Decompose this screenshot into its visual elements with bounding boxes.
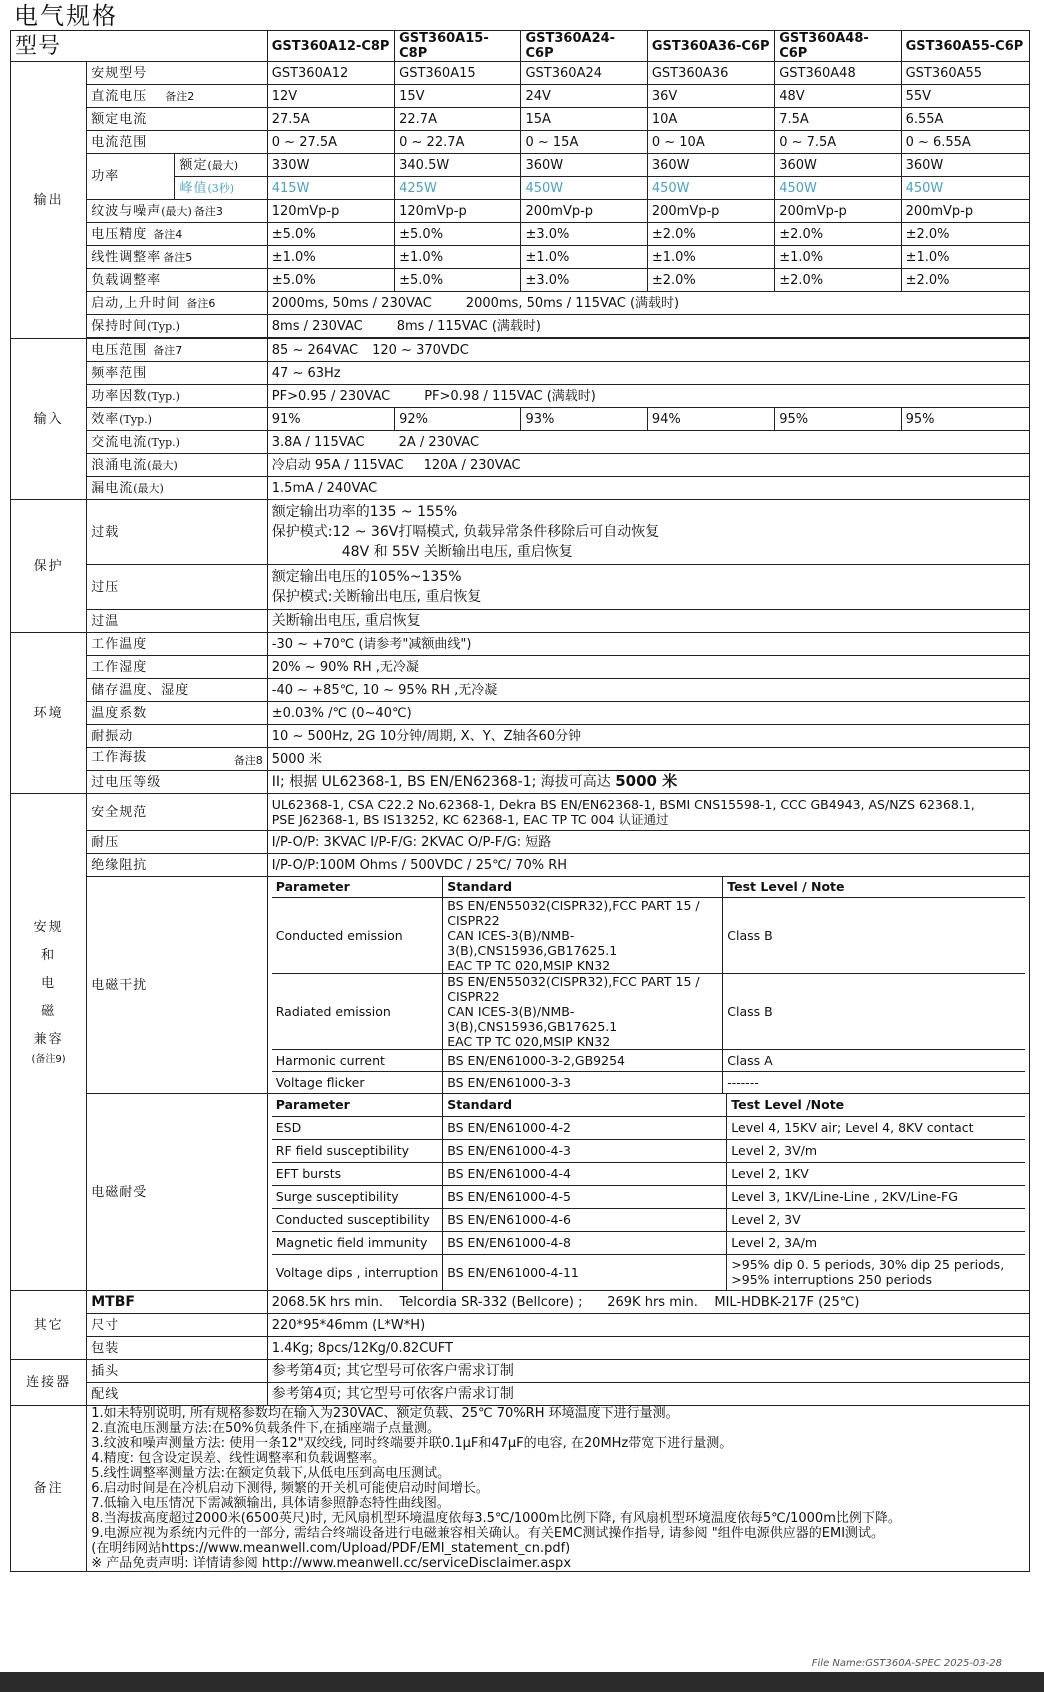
section-environment: 环境	[11, 633, 87, 794]
value-cell: 15V	[395, 85, 521, 108]
dim-value: 220*95*46mm (L*W*H)	[267, 1314, 1029, 1337]
value-cell: 91%	[267, 408, 394, 431]
safety-model-row	[11, 62, 1030, 85]
ripple-label: 纹波与噪声(最大) 备注3	[87, 200, 268, 223]
value-cell: 0 ~ 6.55A	[901, 131, 1029, 154]
value-cell: GST360A48	[775, 62, 901, 85]
ot-row	[11, 610, 1030, 633]
safety-std-value: UL62368-1, CSA C22.2 No.62368-1, Dekra BS EN/EN62368-1, BSMI CNS15598-1, CCC GB4943, AS/NZS 62368.1, PSE J62368-1, BS IS13252, KC 62368-1, EAC TP TC 004 认证通过	[267, 794, 1029, 831]
emi-param: Harmonic current	[272, 1049, 443, 1071]
ems-row-item	[272, 1208, 1025, 1231]
value-cell: ±2.0%	[775, 269, 901, 292]
ems-table-cell	[267, 1094, 1029, 1291]
value-cell: ±2.0%	[775, 223, 901, 246]
section-protection: 保护	[11, 500, 87, 633]
storage-label: 储存温度、湿度	[87, 679, 268, 702]
withstand-value: I/P-O/P: 3KVAC I/P-F/G: 2KVAC O/P-F/G: 短路	[267, 831, 1029, 854]
emi-param: Radiated emission	[272, 973, 443, 1049]
ems-row-item	[272, 1162, 1025, 1185]
ems-standard: BS EN/EN61000-4-4	[443, 1162, 727, 1185]
ac-current-row	[11, 431, 1030, 454]
ems-param: Voltage dips , interruption	[272, 1254, 443, 1290]
note-line: 5.线性调整率测量方法:在额定负载下,从低电压到高电压测试。	[91, 1466, 451, 1481]
hold-label: 保持时间(Typ.)	[87, 315, 268, 338]
ripple-row	[11, 200, 1030, 223]
dc-voltage-label: 直流电压 备注2	[87, 85, 268, 108]
ems-header-row	[272, 1094, 1025, 1116]
value-cell: 7.5A	[775, 108, 901, 131]
ems-standard: BS EN/EN61000-4-2	[443, 1116, 727, 1139]
model-cell: GST360A36-C6P	[647, 31, 774, 62]
wire-row	[11, 1383, 1030, 1406]
value-cell: ±5.0%	[267, 223, 394, 246]
value-cell: 425W	[395, 177, 521, 200]
value-cell: ±1.0%	[775, 246, 901, 269]
value-cell: 15A	[521, 108, 647, 131]
overload-row	[11, 500, 1030, 565]
setup-row	[11, 292, 1030, 315]
setup-value: 2000ms, 50ms / 230VAC 2000ms, 50ms / 115VAC (满载时)	[267, 292, 1029, 315]
emi-header: Test Level / Note	[723, 877, 1025, 897]
ems-level: >95% dip 0. 5 periods, 30% dip 25 periods, >95% interruptions 250 periods	[727, 1254, 1025, 1290]
value-cell: 200mVp-p	[521, 200, 647, 223]
value-cell: 340.5W	[395, 154, 521, 177]
emi-row-item	[272, 897, 1025, 973]
setup-label: 启动,上升时间 备注6	[87, 292, 268, 315]
vib-row	[11, 725, 1030, 748]
mtbf-value: 2068.5K hrs min. Telcordia SR-332 (Bellcore) ; 269K hrs min. MIL-HDBK-217F (25℃)	[267, 1291, 1029, 1314]
section-input: 输入	[11, 339, 87, 500]
vib-value: 10 ~ 500Hz, 2G 10分钟/周期, X、Y、Z轴各60分钟	[267, 725, 1029, 748]
value-cell: ±1.0%	[521, 246, 647, 269]
load-reg-label: 负载调整率	[87, 269, 268, 292]
file-name: File Name:GST360A-SPEC 2025-03-28	[811, 1658, 1002, 1669]
value-cell: 360W	[901, 154, 1029, 177]
ov-row	[11, 565, 1030, 610]
input-voltage-row	[11, 339, 1030, 362]
value-cell: GST360A12	[267, 62, 394, 85]
efficiency-label: 效率(Typ.)	[87, 408, 268, 431]
storage-value: -40 ~ +85℃, 10 ~ 95% RH ,无冷凝	[267, 679, 1029, 702]
note-line: 3.纹波和噪声测量方法: 使用一条12"双绞线, 同时终端要并联0.1μF和47μF的电容, 在20MHz带宽下进行量测。	[91, 1436, 733, 1451]
spec-table	[10, 30, 1030, 1572]
model-cell: GST360A15-C8P	[395, 31, 521, 62]
temp-value: -30 ~ +70℃ (请参考"减额曲线")	[267, 633, 1029, 656]
model-label: 型号	[11, 31, 268, 62]
value-cell: ±1.0%	[267, 246, 394, 269]
wire-label: 配线	[87, 1383, 268, 1406]
leak-row	[11, 477, 1030, 500]
ovc-label: 过电压等级	[87, 771, 268, 794]
leak-value: 1.5mA / 240VAC	[267, 477, 1029, 500]
value-cell: ±3.0%	[521, 223, 647, 246]
emi-standard: BS EN/EN61000-3-3	[443, 1071, 723, 1093]
model-row	[11, 31, 1030, 62]
ems-standard: BS EN/EN61000-4-11	[443, 1254, 727, 1290]
value-cell: GST360A36	[647, 62, 774, 85]
value-cell: 0 ~ 7.5A	[775, 131, 901, 154]
emi-level: Class B	[723, 897, 1025, 973]
inrush-value: 冷启动 95A / 115VAC 120A / 230VAC	[267, 454, 1029, 477]
value-cell: 55V	[901, 85, 1029, 108]
ac-current-label: 交流电流(Typ.)	[87, 431, 268, 454]
value-cell: GST360A55	[901, 62, 1029, 85]
plug-value: 参考第4页; 其它型号可依客户需求订制	[267, 1360, 1029, 1383]
humid-row	[11, 656, 1030, 679]
freq-value: 47 ~ 63Hz	[267, 362, 1029, 385]
pf-value: PF>0.95 / 230VAC PF>0.98 / 115VAC (满载时)	[267, 385, 1029, 408]
emi-header-row	[272, 877, 1025, 897]
freq-label: 频率范围	[87, 362, 268, 385]
ems-level: Level 4, 15KV air; Level 4, 8KV contact	[727, 1116, 1025, 1139]
section-safety: 安规 和 电 磁 兼容 (备注9)	[11, 794, 87, 1291]
note-line: 4.精度: 包含设定误差、线性调整率和负载调整率。	[91, 1451, 386, 1466]
ems-param: Conducted susceptibility	[272, 1208, 443, 1231]
notes-list	[87, 1406, 1030, 1572]
value-cell: 0 ~ 15A	[521, 131, 647, 154]
ems-row	[11, 1094, 1030, 1291]
ems-row-item	[272, 1116, 1025, 1139]
emi-param: Voltage flicker	[272, 1071, 443, 1093]
value-cell: 27.5A	[267, 108, 394, 131]
ems-row-item	[272, 1139, 1025, 1162]
alt-row	[11, 748, 1030, 771]
emi-level: Class A	[723, 1049, 1025, 1071]
emi-label: 电磁干扰	[87, 877, 268, 1094]
ems-level: Level 2, 1KV	[727, 1162, 1025, 1185]
iso-label: 绝缘阻抗	[87, 854, 268, 877]
value-cell: 200mVp-p	[647, 200, 774, 223]
ems-param: Surge susceptibility	[272, 1185, 443, 1208]
line-reg-row	[11, 246, 1030, 269]
ems-param: ESD	[272, 1116, 443, 1139]
note-line: 7.低输入电压情况下需减额输出, 具体请参照静态特性曲线图。	[91, 1496, 450, 1511]
iso-value: I/P-O/P:100M Ohms / 500VDC / 25℃/ 70% RH	[267, 854, 1029, 877]
rated-power-label: 额定(最大)	[175, 154, 267, 177]
emi-row-item	[272, 973, 1025, 1049]
model-cell: GST360A12-C8P	[267, 31, 394, 62]
section-others: 其它	[11, 1291, 87, 1360]
ov-value: 额定输出电压的105%~135% 保护模式:关断输出电压, 重启恢复	[267, 565, 1029, 610]
ems-row-item	[272, 1231, 1025, 1254]
ems-label: 电磁耐受	[87, 1094, 268, 1291]
emi-header: Standard	[443, 877, 723, 897]
value-cell: 450W	[901, 177, 1029, 200]
emi-row	[11, 877, 1030, 1094]
rated-current-row	[11, 108, 1030, 131]
vib-label: 耐振动	[87, 725, 268, 748]
ems-header: Parameter	[272, 1094, 443, 1116]
footer-bar	[0, 1672, 1044, 1692]
value-cell: GST360A24	[521, 62, 647, 85]
ot-value: 关断输出电压, 重启恢复	[267, 610, 1029, 633]
inrush-label: 浪涌电流(最大)	[87, 454, 268, 477]
dim-label: 尺寸	[87, 1314, 268, 1337]
value-cell: 0 ~ 10A	[647, 131, 774, 154]
voltage-tol-label: 电压精度 备注4	[87, 223, 268, 246]
ems-level: Level 2, 3V	[727, 1208, 1025, 1231]
value-cell: 95%	[901, 408, 1029, 431]
emi-table	[272, 877, 1025, 1093]
tempco-label: 温度系数	[87, 702, 268, 725]
value-cell: 0 ~ 27.5A	[267, 131, 394, 154]
pf-row	[11, 385, 1030, 408]
humid-value: 20% ~ 90% RH ,无冷凝	[267, 656, 1029, 679]
overload-label: 过载	[87, 500, 268, 565]
emi-standard: BS EN/EN55032(CISPR32),FCC PART 15 / CISPR22 CAN ICES-3(B)/NMB-3(B),CNS15936,GB17625.1 EAC TP TC 020,MSIP KN32	[443, 897, 723, 973]
value-cell: 95%	[775, 408, 901, 431]
value-cell: 450W	[647, 177, 774, 200]
alt-value: 5000 米	[267, 748, 1029, 771]
value-cell: ±2.0%	[647, 269, 774, 292]
value-cell: ±5.0%	[395, 269, 521, 292]
plug-row	[11, 1360, 1030, 1383]
value-cell: ±5.0%	[267, 269, 394, 292]
rated-power-row	[11, 154, 1030, 177]
value-cell: ±1.0%	[395, 246, 521, 269]
voltage-range-value: 85 ~ 264VAC 120 ~ 370VDC	[267, 339, 1029, 362]
notes-row	[11, 1406, 1030, 1572]
ems-standard: BS EN/EN61000-4-6	[443, 1208, 727, 1231]
value-cell: 48V	[775, 85, 901, 108]
withstand-label: 耐压	[87, 831, 268, 854]
ems-param: RF field susceptibility	[272, 1139, 443, 1162]
value-cell: 360W	[775, 154, 901, 177]
note-line: 1.如未特别说明, 所有规格参数均在输入为230VAC、额定负载、25℃ 70%RH 环境温度下进行量测。	[91, 1406, 679, 1421]
ems-standard: BS EN/EN61000-4-8	[443, 1231, 727, 1254]
ems-row-item	[272, 1254, 1025, 1290]
inrush-row	[11, 454, 1030, 477]
value-cell: ±2.0%	[901, 223, 1029, 246]
emi-row-item	[272, 1049, 1025, 1071]
overload-value: 额定输出功率的135 ~ 155% 保护模式:12 ~ 36V打嗝模式, 负载异常条件移除后可自动恢复 48V 和 55V 关断输出电压, 重启恢复	[267, 500, 1029, 565]
emi-level: Class B	[723, 973, 1025, 1049]
value-cell: 450W	[775, 177, 901, 200]
efficiency-row	[11, 408, 1030, 431]
value-cell: 360W	[647, 154, 774, 177]
value-cell: 10A	[647, 108, 774, 131]
freq-row	[11, 362, 1030, 385]
value-cell: 200mVp-p	[901, 200, 1029, 223]
emi-standard: BS EN/EN55032(CISPR32),FCC PART 15 / CISPR22 CAN ICES-3(B)/NMB-3(B),CNS15936,GB17625.1 EAC TP TC 020,MSIP KN32	[443, 973, 723, 1049]
current-range-label: 电流范围	[87, 131, 268, 154]
emi-standard: BS EN/EN61000-3-2,GB9254	[443, 1049, 723, 1071]
load-reg-row	[11, 269, 1030, 292]
dim-row	[11, 1314, 1030, 1337]
alt-label: 工作海拔 备注8	[87, 748, 268, 771]
mtbf-row	[11, 1291, 1030, 1314]
value-cell: 120mVp-p	[267, 200, 394, 223]
value-cell: 120mVp-p	[395, 200, 521, 223]
line-reg-label: 线性调整率 备注5	[87, 246, 268, 269]
value-cell: 6.55A	[901, 108, 1029, 131]
value-cell: 450W	[521, 177, 647, 200]
ems-level: Level 2, 3A/m	[727, 1231, 1025, 1254]
value-cell: GST360A15	[395, 62, 521, 85]
hold-value: 8ms / 230VAC 8ms / 115VAC (满载时)	[267, 315, 1029, 338]
value-cell: 94%	[647, 408, 774, 431]
ac-current-value: 3.8A / 115VAC 2A / 230VAC	[267, 431, 1029, 454]
power-label: 功率	[87, 154, 175, 200]
value-cell: 415W	[267, 177, 394, 200]
ems-level: Level 3, 1KV/Line-Line , 2KV/Line-FG	[727, 1185, 1025, 1208]
humid-label: 工作湿度	[87, 656, 268, 679]
value-cell: ±1.0%	[901, 246, 1029, 269]
ems-standard: BS EN/EN61000-4-5	[443, 1185, 727, 1208]
pack-value: 1.4Kg; 8pcs/12Kg/0.82CUFT	[267, 1337, 1029, 1360]
storage-row	[11, 679, 1030, 702]
pack-label: 包装	[87, 1337, 268, 1360]
wire-value: 参考第4页; 其它型号可依客户需求订制	[267, 1383, 1029, 1406]
safety-std-row	[11, 794, 1030, 831]
value-cell: 36V	[647, 85, 774, 108]
note-line: 9.电源应视为系统内元件的一部分, 需结合终端设备进行电磁兼容相关确认。有关EMC测试操作指导, 请参阅 "组件电源供应器的EMI测试。	[91, 1526, 885, 1541]
emi-table-cell	[267, 877, 1029, 1094]
value-cell: ±2.0%	[901, 269, 1029, 292]
ov-label: 过压	[87, 565, 268, 610]
tempco-value: ±0.03% /℃ (0~40℃)	[267, 702, 1029, 725]
model-cell: GST360A24-C6P	[521, 31, 647, 62]
ovc-row	[11, 771, 1030, 794]
iso-row	[11, 854, 1030, 877]
pack-row	[11, 1337, 1030, 1360]
value-cell: ±1.0%	[647, 246, 774, 269]
plug-label: 插头	[87, 1360, 268, 1383]
model-cell: GST360A55-C6P	[901, 31, 1029, 62]
emi-param: Conducted emission	[272, 897, 443, 973]
value-cell: ±3.0%	[521, 269, 647, 292]
current-range-row	[11, 131, 1030, 154]
safety-std-label: 安全规范	[87, 794, 268, 831]
note-line: ※ 产品免责声明: 详情请参阅 http://www.meanwell.cc/serviceDisclaimer.aspx	[91, 1556, 572, 1571]
temp-label: 工作温度	[87, 633, 268, 656]
model-cell: GST360A48-C6P	[775, 31, 901, 62]
withstand-row	[11, 831, 1030, 854]
note-line: 6.启动时间是在冷机启动下测得, 频繁的开关机可能使启动时间增长。	[91, 1481, 489, 1496]
section-output: 输出	[11, 62, 87, 339]
section-notes: 备注	[11, 1406, 87, 1572]
temp-row	[11, 633, 1030, 656]
note-line: 2.直流电压测量方法:在50%负载条件下,在插座端子点量测。	[91, 1421, 441, 1436]
value-cell: 24V	[521, 85, 647, 108]
peak-power-label: 峰值(3秒)	[175, 177, 267, 200]
ems-header: Test Level /Note	[727, 1094, 1025, 1116]
hold-row	[11, 315, 1030, 338]
dc-voltage-row	[11, 85, 1030, 108]
voltage-range-label: 电压范围 备注7	[87, 339, 268, 362]
page-title: 电气规格	[14, 2, 118, 30]
leak-label: 漏电流(最大)	[87, 477, 268, 500]
section-connector: 连接器	[11, 1360, 87, 1406]
ems-param: EFT bursts	[272, 1162, 443, 1185]
ovc-value: II; 根据 UL62368-1, BS EN/EN62368-1; 海拔可高达 5000 米	[267, 771, 1029, 794]
mtbf-label: MTBF	[87, 1291, 268, 1314]
ems-param: Magnetic field immunity	[272, 1231, 443, 1254]
voltage-tol-row	[11, 223, 1030, 246]
safety-model-label: 安规型号	[87, 62, 268, 85]
value-cell: 0 ~ 22.7A	[395, 131, 521, 154]
emi-level: -------	[723, 1071, 1025, 1093]
value-cell: ±5.0%	[395, 223, 521, 246]
tempco-row	[11, 702, 1030, 725]
ot-label: 过温	[87, 610, 268, 633]
emi-row-item	[272, 1071, 1025, 1093]
ems-table	[272, 1094, 1025, 1290]
rated-current-label: 额定电流	[87, 108, 268, 131]
ems-standard: BS EN/EN61000-4-3	[443, 1139, 727, 1162]
note-line: 8.当海拔高度超过2000米(6500英尺)时, 无风扇机型环境温度依每3.5℃/1000m比例下降, 有风扇机型环境温度依每5℃/1000m比例下降。	[91, 1511, 901, 1526]
value-cell: 92%	[395, 408, 521, 431]
pf-label: 功率因数(Typ.)	[87, 385, 268, 408]
value-cell: 200mVp-p	[775, 200, 901, 223]
value-cell: 360W	[521, 154, 647, 177]
ems-level: Level 2, 3V/m	[727, 1139, 1025, 1162]
value-cell: 330W	[267, 154, 394, 177]
value-cell: 12V	[267, 85, 394, 108]
ems-header: Standard	[443, 1094, 727, 1116]
ems-row-item	[272, 1185, 1025, 1208]
value-cell: 22.7A	[395, 108, 521, 131]
value-cell: 93%	[521, 408, 647, 431]
value-cell: ±2.0%	[647, 223, 774, 246]
emi-header: Parameter	[272, 877, 443, 897]
note-line: (在明纬网站https://www.meanwell.com/Upload/PDF/EMI_statement_cn.pdf)	[91, 1541, 571, 1556]
